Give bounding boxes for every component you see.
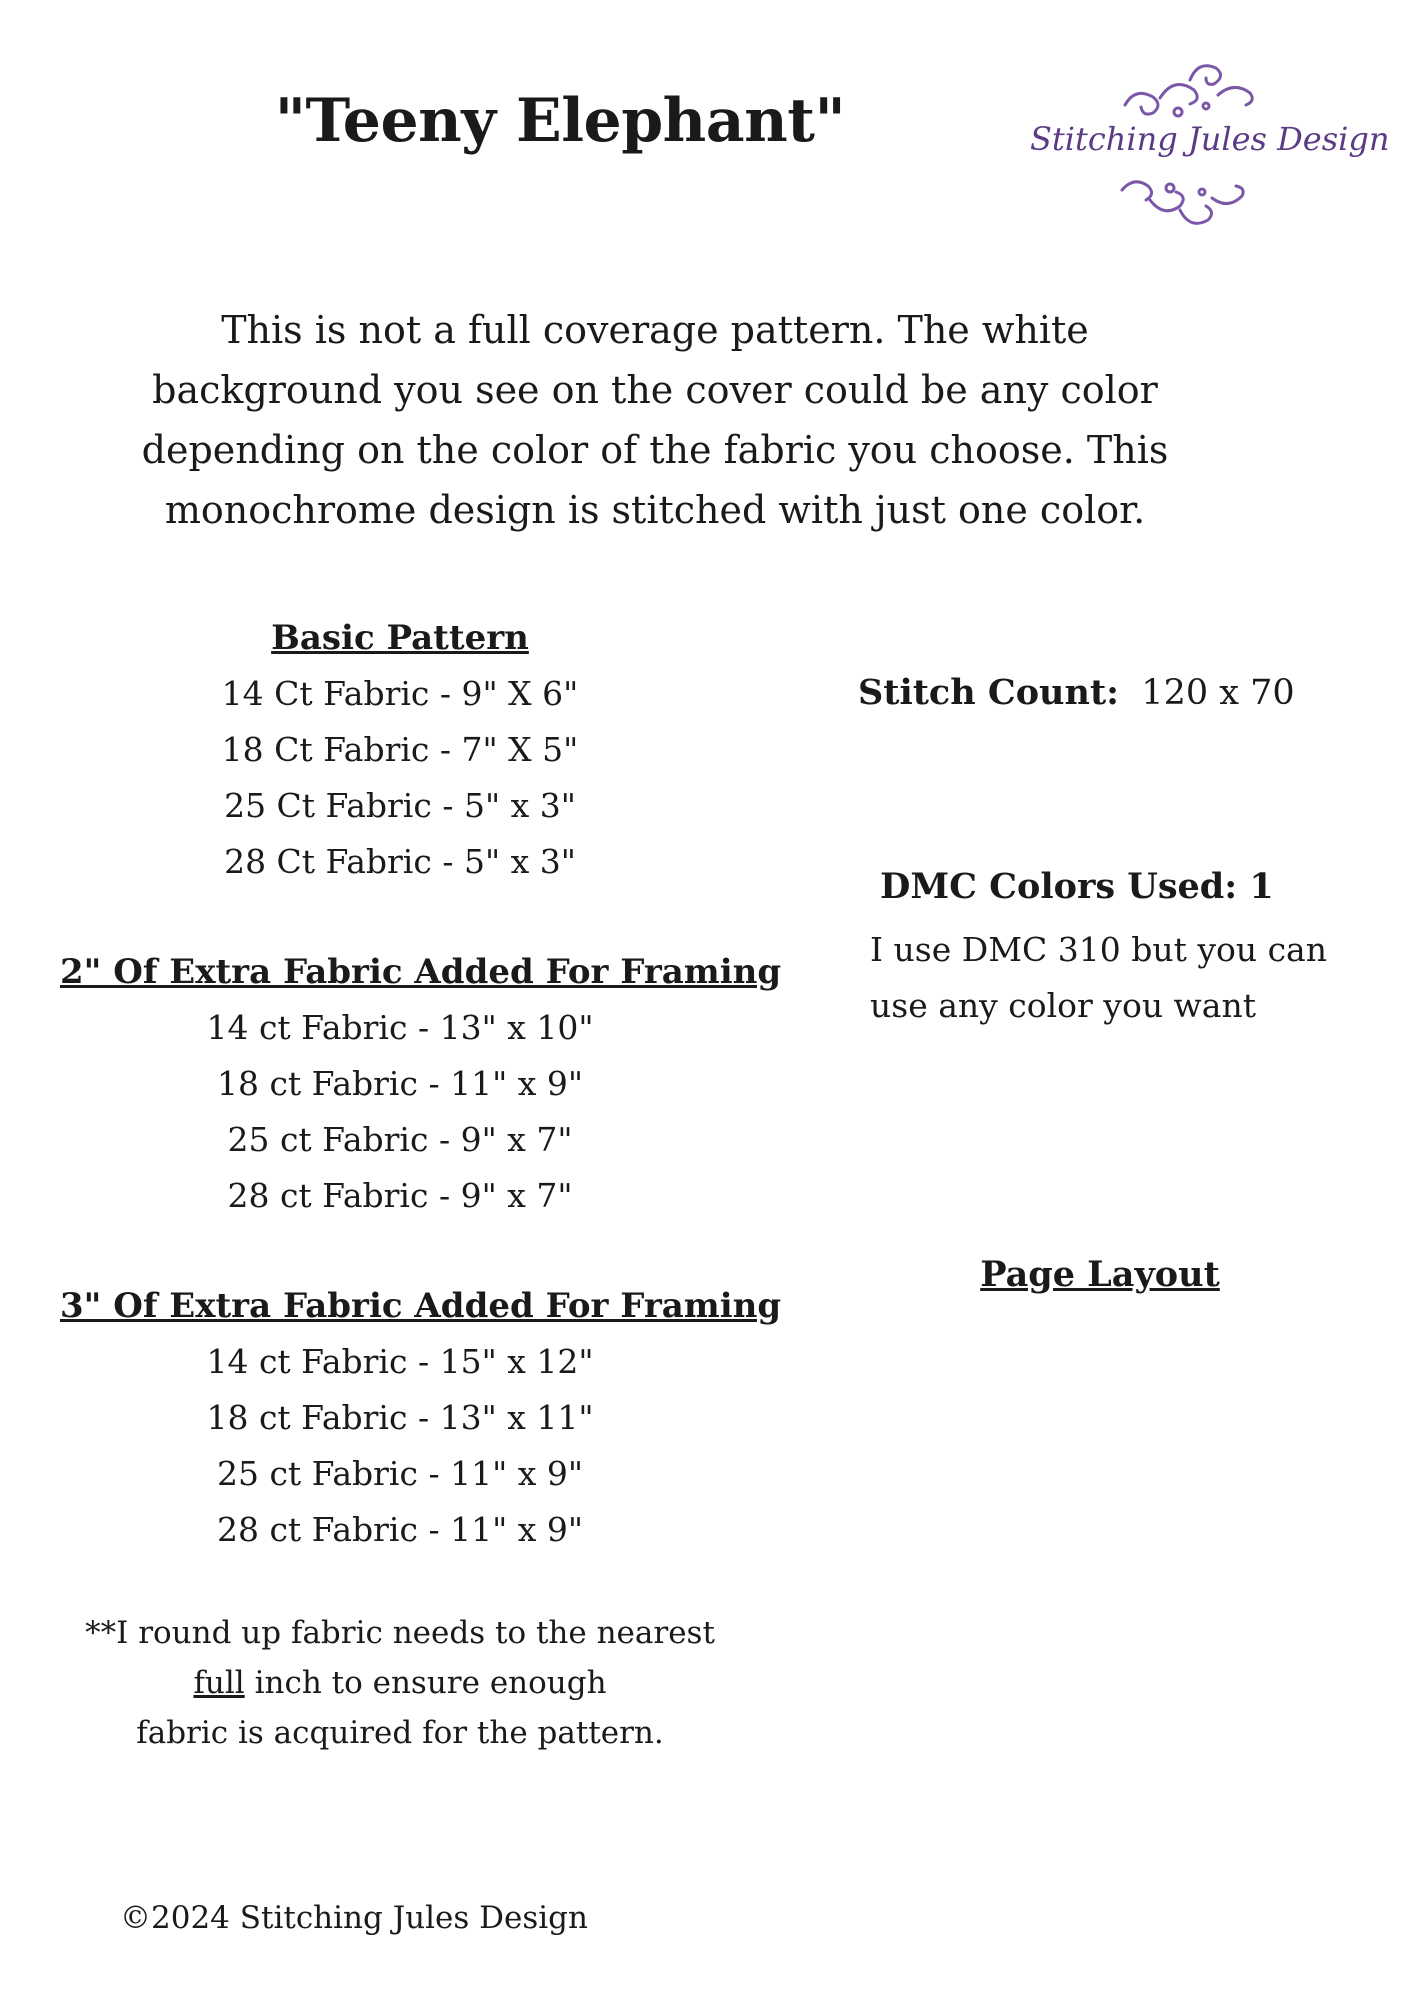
extra-2-inch-line: 18 ct Fabric - 11" x 9" bbox=[216, 1064, 584, 1103]
stitch-count-value: 120 x 70 bbox=[1141, 673, 1295, 713]
basic-pattern-heading: Basic Pattern bbox=[271, 618, 529, 658]
note-underlined-word: full bbox=[193, 1665, 245, 1701]
basic-pattern-section bbox=[160, 610, 640, 890]
stitch-count bbox=[858, 672, 1295, 713]
extra-2-inch-section bbox=[60, 944, 782, 1224]
basic-pattern-line: 25 Ct Fabric - 5" x 3" bbox=[224, 786, 576, 825]
dmc-colors-heading: DMC Colors Used: 1 bbox=[880, 866, 1274, 907]
note-line-3: fabric is acquired for the pattern. bbox=[136, 1715, 664, 1751]
extra-3-inch-section bbox=[60, 1278, 782, 1558]
dmc-colors-text: I use DMC 310 but you can use any color you want bbox=[870, 930, 1327, 1025]
extra-3-inch-line: 28 ct Fabric - 11" x 9" bbox=[216, 1510, 584, 1549]
extra-3-inch-line: 18 ct Fabric - 13" x 11" bbox=[206, 1398, 594, 1437]
note-line-2-rest: inch to ensure enough bbox=[244, 1665, 607, 1701]
note-line-2 bbox=[60, 1658, 740, 1708]
logo-text: Stitching Jules Design bbox=[1030, 120, 1390, 158]
copyright-footer: ©2024 Stitching Jules Design bbox=[120, 1900, 588, 1936]
extra-2-inch-line: 28 ct Fabric - 9" x 7" bbox=[227, 1176, 573, 1215]
basic-pattern-line: 14 Ct Fabric - 9" X 6" bbox=[221, 674, 579, 713]
page-layout-heading: Page Layout bbox=[980, 1254, 1220, 1295]
extra-3-inch-line: 25 ct Fabric - 11" x 9" bbox=[216, 1454, 584, 1493]
basic-pattern-line: 28 Ct Fabric - 5" x 3" bbox=[224, 842, 576, 881]
extra-3-inch-heading: 3" Of Extra Fabric Added For Framing bbox=[60, 1286, 782, 1326]
extra-2-inch-line: 14 ct Fabric - 13" x 10" bbox=[206, 1008, 594, 1047]
extra-2-inch-line: 25 ct Fabric - 9" x 7" bbox=[227, 1120, 573, 1159]
extra-3-inch-line: 14 ct Fabric - 15" x 12" bbox=[206, 1342, 594, 1381]
note-line-1: **I round up fabric needs to the nearest bbox=[85, 1615, 715, 1651]
intro-paragraph: This is not a full coverage pattern. The white background you see on the cover could be any color depending on the color of the fabric you choose. This monochrome design is stitched with just one color. bbox=[141, 308, 1169, 532]
page-title: "Teeny Elephant" bbox=[274, 86, 846, 156]
stitch-count-label: Stitch Count: bbox=[858, 672, 1120, 713]
rounding-note bbox=[60, 1608, 740, 1758]
basic-pattern-line: 18 Ct Fabric - 7" X 5" bbox=[221, 730, 579, 769]
extra-2-inch-heading: 2" Of Extra Fabric Added For Framing bbox=[60, 952, 782, 992]
